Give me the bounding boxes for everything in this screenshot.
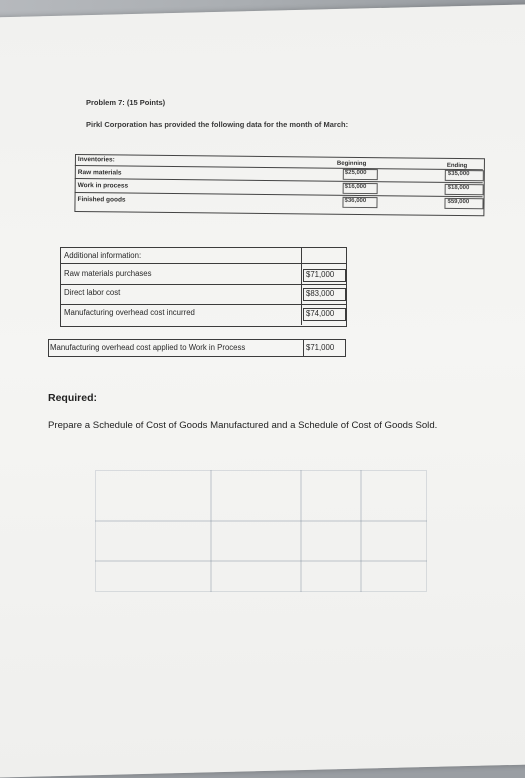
- col-beginning-header: Beginning: [336, 160, 367, 168]
- inventory-beginning-value: $36,000: [344, 197, 367, 205]
- bleed-through-table: [95, 470, 427, 592]
- inventory-row-label: Work in process: [77, 182, 129, 190]
- inventory-ending-value: $35,000: [447, 170, 470, 178]
- additional-row-label: Raw materials purchases: [64, 269, 152, 278]
- inventory-beginning-value: $16,000: [344, 183, 367, 191]
- additional-info-divider: [60, 284, 346, 285]
- inventory-beginning-value: $25,000: [344, 169, 367, 177]
- additional-info-divider: [301, 247, 302, 325]
- inventory-ending-value: $18,000: [447, 184, 470, 192]
- bleed-through-line: [95, 560, 427, 562]
- required-instruction: Prepare a Schedule of Cost of Goods Manufactured and a Schedule of Cost of Goods Sold.: [48, 420, 438, 431]
- additional-row-amount: $74,000: [306, 309, 335, 318]
- inventories-heading: Inventories:: [77, 156, 115, 164]
- inventories-table: [74, 154, 485, 216]
- bleed-through-line: [360, 470, 362, 592]
- col-ending-header: Ending: [446, 162, 468, 170]
- additional-row-amount: $83,000: [306, 289, 335, 298]
- inventory-ending-value: $59,000: [447, 198, 470, 206]
- bleed-through-line: [210, 470, 212, 592]
- required-heading: Required:: [48, 392, 98, 404]
- overhead-applied-label: Manufacturing overhead cost applied to Work in Process: [50, 343, 246, 352]
- inventory-row-label: Raw materials: [77, 169, 122, 177]
- problem-intro: Pirkl Corporation has provided the following data for the month of March:: [86, 120, 349, 129]
- additional-row-amount: $71,000: [306, 270, 335, 279]
- bleed-through-line: [300, 470, 302, 592]
- overhead-applied-divider: [303, 339, 304, 356]
- inventory-row-label: Finished goods: [77, 196, 126, 204]
- overhead-applied-amount: $71,000: [306, 343, 335, 352]
- additional-row-label: Manufacturing overhead cost incurred: [64, 308, 195, 317]
- additional-info-divider: [60, 263, 346, 264]
- additional-row-label: Direct labor cost: [64, 288, 121, 297]
- inventories-frame: [74, 154, 485, 216]
- additional-info-heading: Additional information:: [64, 251, 142, 260]
- additional-info-divider: [60, 304, 346, 305]
- additional-info-table: [50, 247, 350, 357]
- bleed-through-line: [95, 520, 427, 522]
- problem-title: Problem 7: (15 Points): [86, 98, 166, 107]
